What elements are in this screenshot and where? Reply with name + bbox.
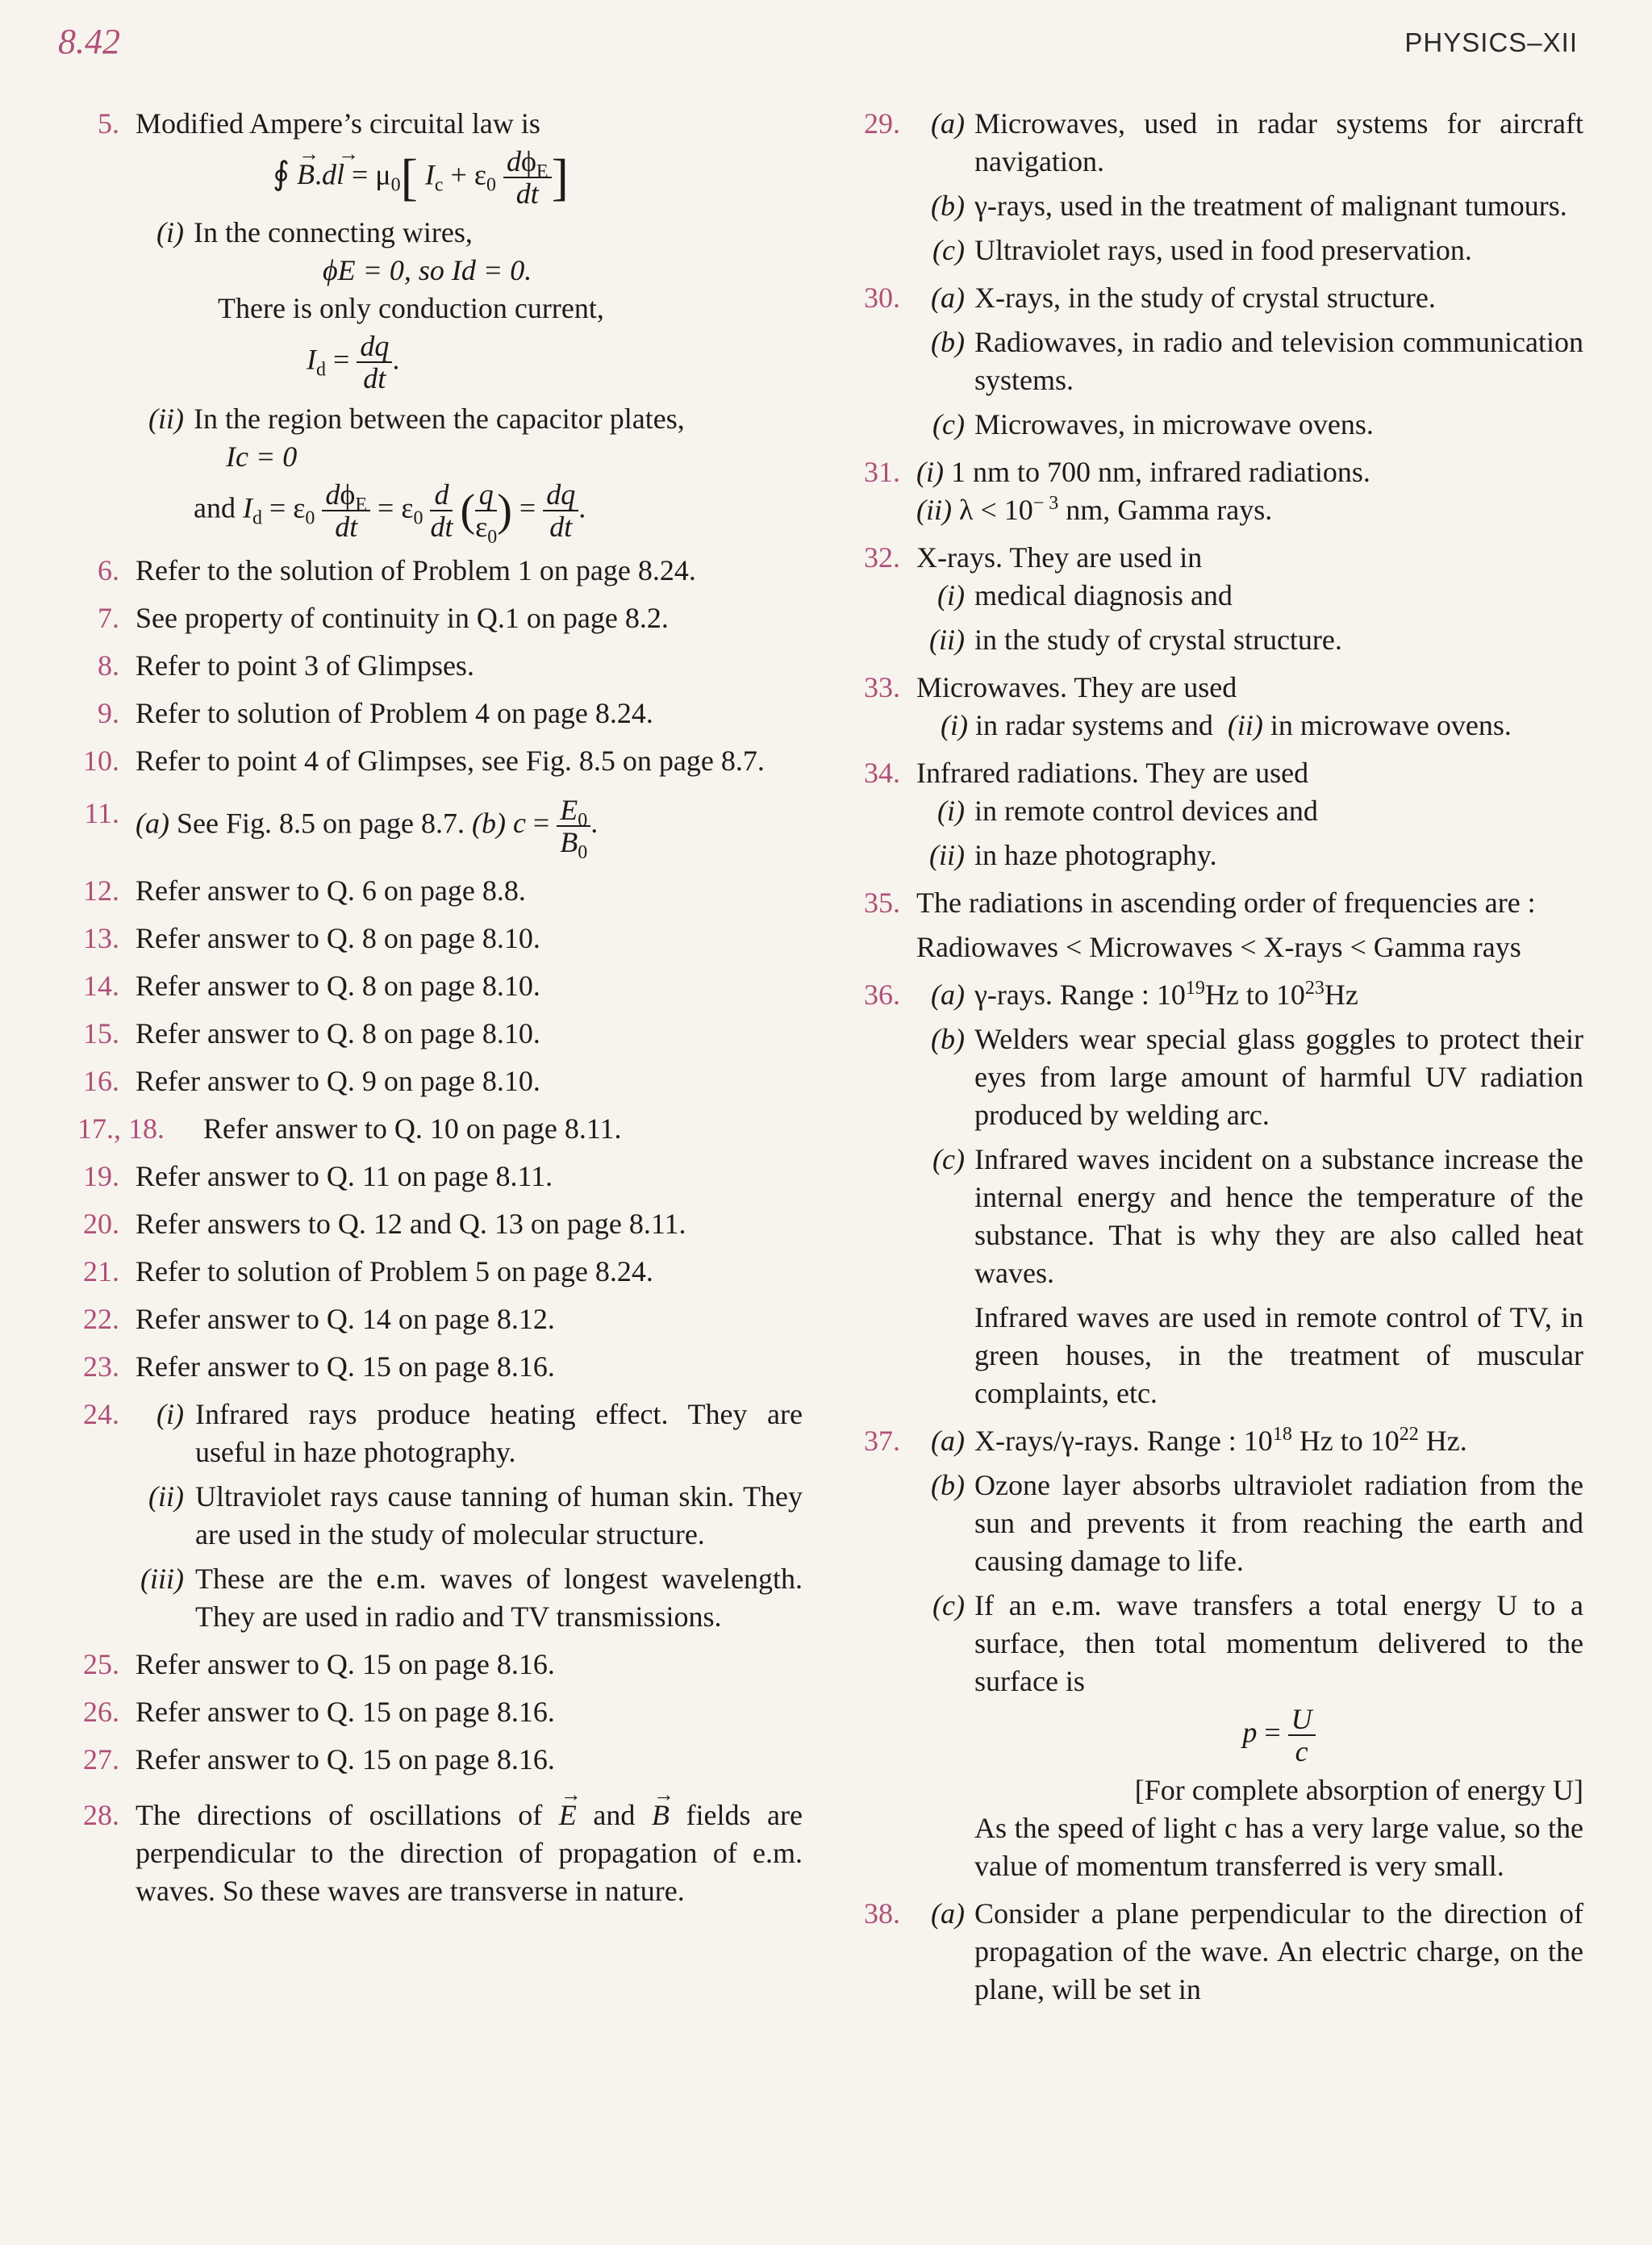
sub-text: These are the e.m. waves of longest wavelength. They are used in radio and TV transmissions.	[195, 1563, 803, 1633]
sub-label: (i)	[937, 579, 965, 611]
answer-item	[73, 1300, 803, 1338]
sub-text: γ-rays. Range : 10	[974, 979, 1186, 1011]
sub-label: (b)	[931, 1469, 965, 1501]
answer-item	[73, 1646, 803, 1684]
sub-text: γ-rays, used in the treatment of malignant tumours.	[974, 190, 1567, 222]
exponent: 22	[1399, 1424, 1419, 1445]
sub-label: (a)	[136, 807, 169, 840]
sub-text: Consider a plane perpendicular to the direction of propagation of the wave. An electric charge, on the plane, will be set in	[974, 1897, 1583, 2005]
sub-text-2: As the speed of light c has a very large value, so the value of momentum transferred is very small.	[974, 1812, 1583, 1882]
sub-text-2: nm, Gamma rays.	[1058, 494, 1273, 526]
sub-label: (a)	[931, 1897, 965, 1930]
equation-speed: c = $\frac{E_0}{B_0}$ .	[512, 794, 599, 864]
answer-item	[73, 1158, 803, 1196]
answer-text: Refer answer to Q. 15 on page 8.16.	[136, 1696, 555, 1728]
answer-item	[73, 872, 803, 910]
answer-item	[73, 1348, 803, 1386]
sub-label: (ii)	[148, 403, 184, 435]
sub-a	[916, 105, 1583, 181]
answer-item	[73, 920, 803, 958]
answer-text: See property of continuity in Q.1 on page 8.2.	[136, 602, 669, 634]
sub-text-3: Hz	[1324, 979, 1358, 1011]
sub-ii	[136, 400, 803, 549]
answers-12-16	[73, 872, 803, 1100]
answer-number: 21.	[83, 1255, 119, 1287]
answer-text: Refer to point 4 of Glimpses, see Fig. 8.5 on page 8.7.	[136, 745, 765, 777]
sub-a	[916, 1422, 1583, 1460]
sub-text: Radiowaves, in radio and television communication systems.	[974, 326, 1583, 396]
answer-number: 37.	[864, 1425, 900, 1457]
answer-number: 29.	[864, 107, 900, 140]
sub-text: Infrared rays produce heating effect. They are useful in haze photography.	[195, 1398, 803, 1468]
answer-item	[73, 647, 803, 685]
answer-17-18	[73, 1110, 803, 1148]
answer-33	[853, 669, 1583, 745]
sub-text: in remote control devices and	[974, 795, 1318, 827]
sub-iii	[136, 1560, 803, 1636]
sub-b	[916, 323, 1583, 399]
answer-text: Refer answer to Q. 8 on page 8.10.	[136, 922, 540, 954]
answer-item	[73, 552, 803, 590]
answer-number: 20.	[83, 1208, 119, 1240]
sub-c	[916, 232, 1583, 269]
answer-number: 33.	[864, 671, 900, 703]
sub-label: (i)	[941, 709, 968, 741]
answer-item	[73, 1741, 803, 1779]
answer-text: Refer answer to Q. 14 on page 8.12.	[136, 1303, 555, 1335]
answer-text: Refer answer to Q. 6 on page 8.8.	[136, 874, 526, 907]
sub-text: Microwaves, in microwave ovens.	[974, 408, 1374, 440]
sub-label: (b)	[471, 807, 506, 840]
answer-text: Refer answer to Q. 8 on page 8.10.	[136, 970, 540, 1002]
answer-number: 22.	[83, 1303, 119, 1335]
answer-item	[73, 1205, 803, 1243]
sub-label: (a)	[931, 979, 965, 1011]
answer-number: 11.	[84, 797, 119, 829]
sub-text-2: Infrared waves are used in remote control of TV, in green houses, in the treatment of muscular complaints, etc.	[974, 1301, 1583, 1409]
answer-text: Refer answer to Q. 15 on page 8.16.	[136, 1743, 555, 1776]
sub-b	[916, 1467, 1583, 1580]
sub-ii	[916, 621, 1583, 659]
answer-text: Refer answers to Q. 12 and Q. 13 on page 8.11.	[136, 1208, 686, 1240]
answer-item	[73, 742, 803, 780]
equation-ampere-maxwell: ∮ → $B.d\to l = \mu_0$[ $I_c + \varepsilon_0$ $\frac{d\phi_E}{dt}$ ]	[136, 146, 803, 209]
sub-a	[916, 279, 1583, 317]
exponent: 23	[1304, 978, 1325, 999]
answer-text: Refer to solution of Problem 4 on page 8.24.	[136, 697, 653, 729]
sub-text: If an e.m. wave transfers a total energy U to a surface, then total momentum delivered to the surface is	[974, 1589, 1583, 1697]
sub-text: X-rays/γ-rays. Range : 10	[974, 1425, 1273, 1457]
answer-number: 15.	[83, 1017, 119, 1049]
exponent: 18	[1272, 1424, 1292, 1445]
answer-item	[73, 1693, 803, 1731]
sub-text: Ultraviolet rays cause tanning of human skin. They are used in the study of molecular structure.	[195, 1480, 803, 1550]
answer-32	[853, 539, 1583, 659]
sub-label: (c)	[932, 1143, 965, 1175]
answer-34	[853, 754, 1583, 874]
sub-text: in radar systems and	[974, 709, 1213, 741]
answer-11	[73, 794, 803, 864]
answer-28	[73, 1796, 803, 1910]
sub-text: In the connecting wires,	[194, 216, 473, 248]
answer-item	[73, 599, 803, 637]
equation-line: ϕE = 0, so Id = 0.	[323, 254, 532, 286]
answer-38	[853, 1895, 1583, 2009]
and-word: and	[593, 1799, 636, 1831]
sub-label: (c)	[932, 408, 965, 440]
sub-label: (ii)	[148, 1480, 184, 1513]
answers-25-27	[73, 1646, 803, 1779]
answer-number: 38.	[864, 1897, 900, 1930]
answer-text: See Fig. 8.5 on page 8.7.	[176, 807, 465, 840]
sub-label: (a)	[931, 107, 965, 140]
answer-text-2: fields are perpendicular to the direction of propagation of e.m. waves. So these waves are transverse in nature.	[136, 1799, 803, 1907]
answer-number: 19.	[83, 1160, 119, 1192]
sub-b	[916, 187, 1583, 225]
answer-item	[73, 967, 803, 1005]
sub-label: (i)	[156, 1398, 184, 1430]
sub-text: λ < 10	[958, 494, 1033, 526]
sub-label: (b)	[931, 190, 965, 222]
sub-label: (c)	[932, 1589, 965, 1621]
sub-i	[136, 1396, 803, 1471]
answers-19-23	[73, 1158, 803, 1386]
sub-text: in microwave ovens.	[1270, 709, 1512, 741]
answer-number: 32.	[864, 541, 900, 574]
answer-number: 36.	[864, 979, 900, 1011]
answer-31	[853, 453, 1583, 529]
answer-text: The radiations in ascending order of frequencies are :	[916, 887, 1536, 919]
sub-c	[916, 1141, 1583, 1413]
answer-item	[73, 1062, 803, 1100]
answer-number: 30.	[864, 282, 900, 314]
answer-number: 23.	[83, 1350, 119, 1383]
sub-label: (b)	[931, 1023, 965, 1055]
sub-i	[916, 792, 1583, 830]
answer-item	[73, 1253, 803, 1291]
page-number: 8.42	[58, 22, 120, 61]
answer-5	[73, 105, 803, 549]
exponent: 19	[1185, 978, 1205, 999]
answer-text: X-rays. They are used in	[916, 541, 1203, 574]
answer-number: 31.	[864, 456, 900, 488]
answer-35	[853, 884, 1583, 966]
sub-label: (ii)	[916, 494, 952, 526]
running-header: PHYSICS–XII	[1404, 27, 1578, 57]
answer-text: Refer answer to Q. 11 on page 8.11.	[136, 1160, 553, 1192]
sub-i	[136, 214, 803, 394]
sub-text: Microwaves, used in radar systems for aircraft navigation.	[974, 107, 1583, 177]
sub-label: (a)	[931, 1425, 965, 1457]
answer-number: 9.	[98, 697, 119, 729]
answer-number: 34.	[864, 757, 900, 789]
sub-text: Welders wear special glass goggles to protect their eyes from large amount of harmful UV radiation produced by welding arc.	[974, 1023, 1583, 1131]
sub-text: 1 nm to 700 nm, infrared radiations.	[950, 456, 1370, 488]
equation-displacement: and $I_d = \varepsilon_0$ $\frac{d\phi_E}{dt}$ = $\varepsilon_0$ $\frac{d}{dt}$ ( $\frac{q}{\varepsilon_0}$ ) = $\frac{dq}{dt}$ .	[194, 478, 586, 549]
answer-text: The directions of oscillations of	[136, 1799, 543, 1831]
sub-label: (a)	[931, 282, 965, 314]
answer-number: 14.	[83, 970, 119, 1002]
answer-number: 28.	[83, 1799, 119, 1831]
answer-number: 5.	[98, 107, 119, 140]
sub-c	[916, 1587, 1583, 1885]
answer-37	[853, 1422, 1583, 1885]
right-column	[853, 105, 1583, 2018]
exponent: − 3	[1032, 493, 1059, 514]
answer-text: Refer answer to Q. 15 on page 8.16.	[136, 1648, 555, 1680]
and-word: and	[194, 491, 236, 524]
answer-item	[73, 695, 803, 732]
answer-number: 24.	[83, 1398, 119, 1430]
sub-label: (ii)	[929, 624, 965, 656]
sub-text: medical diagnosis and	[974, 579, 1233, 611]
answer-number: 10.	[83, 745, 119, 777]
equation-line: Ic = 0	[226, 440, 298, 473]
answer-36	[853, 976, 1583, 1413]
answer-text: Infrared radiations. They are used	[916, 757, 1309, 789]
left-column	[73, 105, 803, 1920]
answer-text: Modified Ampere’s circuital law is	[136, 107, 540, 140]
sub-label: (i)	[156, 216, 184, 248]
sub-text: In the region between the capacitor plates,	[194, 403, 685, 435]
sub-text: in the study of crystal structure.	[974, 624, 1342, 656]
answer-number: 12.	[83, 874, 119, 907]
sub-c	[916, 406, 1583, 444]
sub-a	[916, 976, 1583, 1014]
equation-current: $I_d$ = $\frac{dq}{dt}$ .	[307, 330, 400, 394]
answer-text: Microwaves. They are used	[916, 671, 1237, 703]
sub-text-2: There is only conduction current,	[218, 292, 604, 324]
sub-label: (i)	[937, 795, 965, 827]
answer-number: 13.	[83, 922, 119, 954]
answer-text: Refer answer to Q. 15 on page 8.16.	[136, 1350, 555, 1383]
sub-text: Infrared waves incident on a substance increase the internal energy and hence the temperature of the substance. That is why they are also called heat waves.	[974, 1143, 1583, 1289]
answer-text: Refer answer to Q. 9 on page 8.10.	[136, 1065, 540, 1097]
sub-a	[916, 1895, 1583, 2009]
answer-text: Refer answer to Q. 10 on page 8.11.	[203, 1112, 622, 1145]
sub-text: in haze photography.	[974, 839, 1217, 871]
answer-24	[73, 1396, 803, 1636]
answer-text: Refer to point 3 of Glimpses.	[136, 649, 474, 682]
answer-number: 26.	[83, 1696, 119, 1728]
equation-momentum: p = $\frac{U}{c}$	[974, 1704, 1583, 1767]
sub-text: Ultraviolet rays, used in food preservation.	[974, 234, 1472, 266]
sub-label: (ii)	[929, 839, 965, 871]
sub-line	[916, 707, 1583, 745]
answer-text: Refer to solution of Problem 5 on page 8.24.	[136, 1255, 653, 1287]
sub-text: X-rays, in the study of crystal structure.	[974, 282, 1436, 314]
answer-number: 16.	[83, 1065, 119, 1097]
sub-text-3: Hz.	[1418, 1425, 1467, 1457]
vector-e: → E	[559, 1796, 577, 1834]
sub-label: (b)	[931, 326, 965, 358]
sub-text: Ozone layer absorbs ultraviolet radiation from the sun and prevents it from reaching the earth and causing damage to life.	[974, 1469, 1583, 1577]
sub-label: (iii)	[140, 1563, 184, 1595]
sub-i	[916, 577, 1583, 615]
answer-number: 27.	[83, 1743, 119, 1776]
answer-number: 35.	[864, 887, 900, 919]
sub-ii	[916, 837, 1583, 874]
answer-number: 7.	[98, 602, 119, 634]
answer-number: 17., 18.	[77, 1112, 165, 1145]
sub-text-2: Hz to 10	[1204, 979, 1305, 1011]
answer-number: 25.	[83, 1648, 119, 1680]
answer-item	[73, 1015, 803, 1053]
sub-label: (ii)	[1227, 709, 1263, 741]
answer-text: Refer to the solution of Problem 1 on page 8.24.	[136, 554, 696, 586]
frequency-order: Radiowaves < Microwaves < X-rays < Gamma rays	[916, 931, 1521, 963]
sub-ii	[136, 1478, 803, 1554]
answer-number: 8.	[98, 649, 119, 682]
sub-b	[916, 1020, 1583, 1134]
answer-number: 6.	[98, 554, 119, 586]
vector-b: → B	[652, 1796, 670, 1834]
sub-label: (c)	[932, 234, 965, 266]
answers-6-10	[73, 552, 803, 780]
sub-text-2: Hz to 10	[1291, 1425, 1400, 1457]
answer-text: Refer answer to Q. 8 on page 8.10.	[136, 1017, 540, 1049]
answer-30	[853, 279, 1583, 444]
sub-label: (i)	[916, 456, 944, 488]
absorption-note: [For complete absorption of energy U]	[1134, 1774, 1583, 1806]
answer-29	[853, 105, 1583, 269]
